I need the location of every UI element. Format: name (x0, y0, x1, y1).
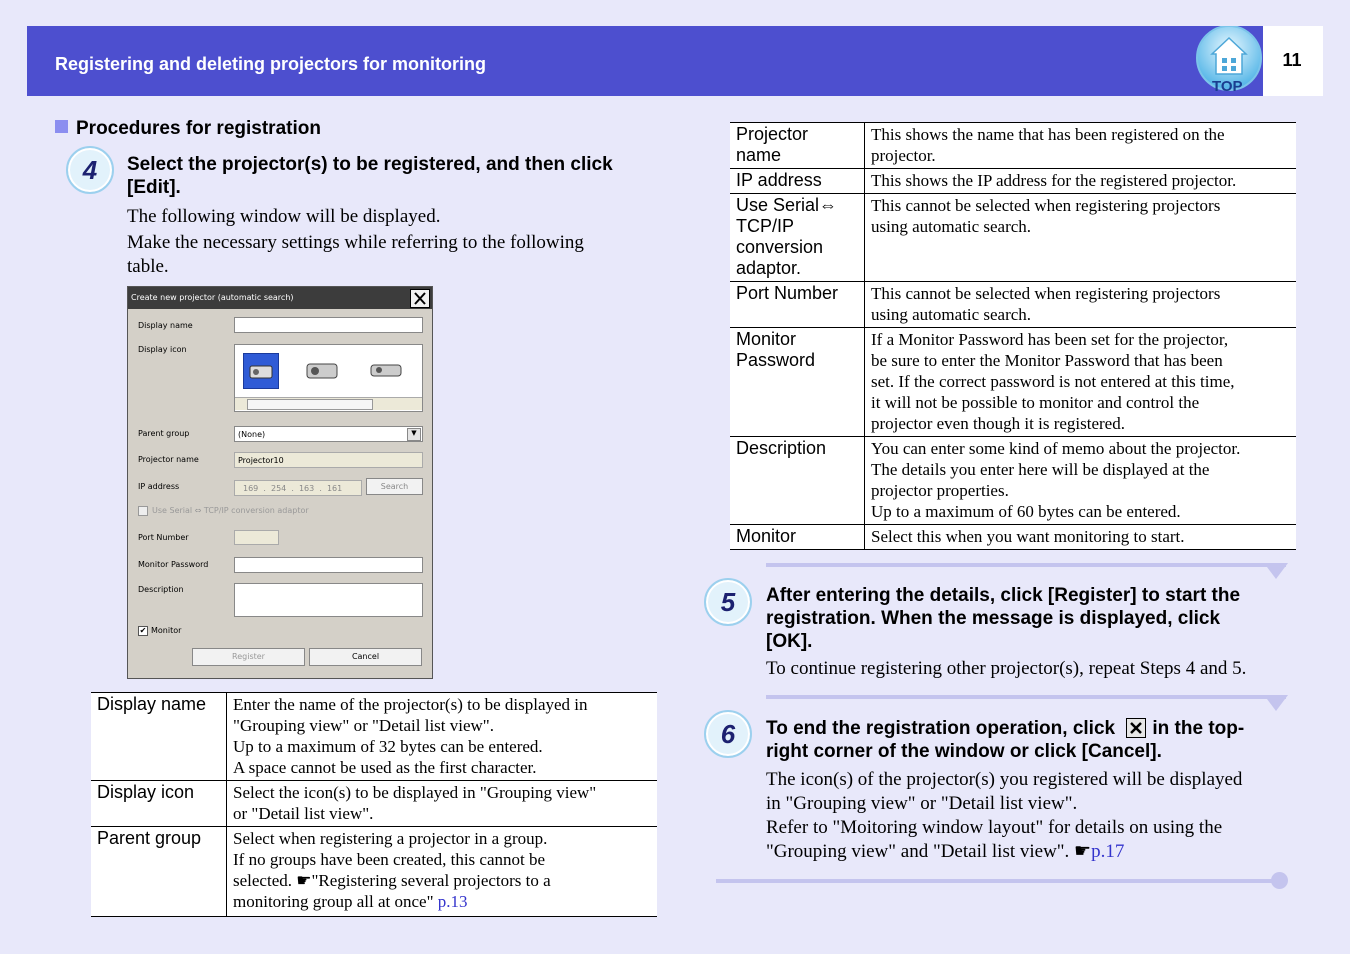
port-number-field (234, 530, 279, 545)
create-projector-dialog (127, 286, 433, 679)
table-value: If a Monitor Password has been set for the projector, be sure to enter the Monitor Password that has been set. If the correct password is not entered at this time, it will not be possible to monitor and control the projector even though it is registered. (865, 328, 1297, 437)
table-value: You can enter some kind of memo about the projector. The details you enter here will be displayed at the projector properties. Up to a maximum of 60 bytes can be entered. (865, 437, 1297, 525)
projector-icon[interactable] (369, 360, 405, 382)
step-5-heading-line: After entering the details, click [Register] to start the (766, 585, 1241, 606)
table-key: Display name (91, 693, 227, 781)
step-5-heading (766, 584, 1240, 653)
table-row (91, 693, 657, 781)
table-row (730, 328, 1296, 437)
step-4-body-line: table. (127, 256, 169, 277)
ip-address-value: 169 . 254 . 163 . 161 (243, 484, 343, 493)
step-4-heading-line: Select the projector(s) to be registered, and then click (127, 154, 613, 175)
table-key: Description (730, 437, 865, 525)
port-number-label: Port Number (138, 533, 189, 542)
step-6-body-line: "Grouping view" and "Detail list view". ☛ (766, 841, 1092, 862)
close-icon (411, 290, 429, 307)
table-row (730, 437, 1296, 525)
display-icon-list[interactable] (234, 344, 423, 412)
table-value: This cannot be selected when registering projectors using automatic search. (865, 194, 1297, 282)
description-textarea[interactable] (234, 583, 423, 617)
search-button[interactable]: Search (366, 478, 423, 495)
step-6-number: 6 (720, 719, 736, 749)
divider-end-dot (1271, 872, 1288, 889)
step-6-heading-text: To end the registration operation, click (766, 718, 1116, 739)
table-key: IP address (730, 169, 865, 194)
projector-name-value: Projector10 (238, 456, 284, 465)
settings-table-right (730, 122, 1296, 550)
page-link[interactable]: p.13 (437, 892, 468, 911)
table-row (730, 194, 1296, 282)
step-4-heading (127, 153, 613, 199)
step-5-body: To continue registering other projector(s), repeat Steps 4 and 5. (766, 658, 1247, 679)
step-6-heading-text: in the top- (1152, 718, 1245, 739)
bullet-square-icon (55, 120, 68, 133)
step-5-heading-line: [OK]. (766, 631, 813, 652)
top-button[interactable] (1196, 26, 1262, 96)
table-value: This cannot be selected when registering projectors using automatic search. (865, 282, 1297, 328)
dialog-title-bar (128, 287, 432, 309)
table-value: Enter the name of the projector(s) to be displayed in "Grouping view" or "Detail list view". Up to a maximum of 32 bytes can be entered. A space cannot be used as the first character. (227, 693, 658, 781)
section-divider (716, 879, 1280, 883)
table-key: Use Serial⇔ TCP/IP conversion adaptor. (730, 194, 865, 282)
settings-table-left (91, 692, 657, 917)
projector-name-label: Projector name (138, 455, 199, 464)
chevron-down-icon[interactable]: ▼ (407, 428, 421, 441)
top-label: TOP (1212, 78, 1243, 95)
step-4-body-line: The following window will be displayed. (127, 206, 441, 227)
ip-address-field (234, 480, 362, 496)
parent-group-value: (None) (238, 430, 266, 439)
step-4-number: 4 (82, 155, 98, 185)
serial-checkbox-label: Use Serial ⇔ TCP/IP conversion adaptor (152, 506, 309, 515)
monitor-checkbox-label: Monitor (151, 626, 182, 635)
serial-checkbox[interactable] (138, 506, 148, 516)
description-label: Description (138, 585, 184, 594)
projector-icon-selected[interactable] (243, 353, 279, 389)
projector-icon (244, 354, 278, 388)
step-6-body-line: The icon(s) of the projector(s) you registered will be displayed (766, 769, 1243, 790)
page-link[interactable]: p.17 (1091, 841, 1125, 862)
divider-arrow-icon (1264, 563, 1288, 579)
table-row (730, 525, 1296, 550)
monitor-checkbox[interactable]: ✔ (139, 626, 147, 635)
section-title (55, 118, 321, 140)
step-6-body (766, 768, 1242, 864)
step-4-body-line: Make the necessary settings while referring to the following (127, 232, 584, 253)
table-key: Display icon (91, 781, 227, 827)
ip-address-label: IP address (138, 482, 180, 491)
monitor-password-input[interactable] (234, 557, 423, 573)
table-key: Monitor (730, 525, 865, 550)
step-5-number: 5 (720, 587, 736, 617)
parent-group-label: Parent group (138, 429, 190, 438)
step-5-heading-line: registration. When the message is displayed, click (766, 608, 1221, 629)
projector-icon[interactable] (305, 358, 341, 384)
table-value: This shows the name that has been registered on the projector. (865, 123, 1297, 169)
icon-list-scrollbar[interactable] (235, 397, 422, 410)
step-6-heading-line: right corner of the window or click [Cancel]. (766, 741, 1162, 762)
table-row (91, 781, 657, 827)
table-key: Monitor Password (730, 328, 865, 437)
table-row (730, 169, 1296, 194)
step-4-heading-line: [Edit]. (127, 177, 181, 198)
register-button[interactable]: Register (192, 648, 305, 666)
header-title: Registering and deleting projectors for monitoring (55, 54, 487, 74)
table-value: Select when registering a projector in a group. If no groups have been created, this cannot be selected. ☛"Registering several projectors to a monitoring group all at once" p.13 (227, 827, 658, 917)
scrollbar-thumb[interactable] (247, 399, 373, 410)
page-number: 11 (1282, 50, 1302, 70)
table-row (730, 123, 1296, 169)
table-row (91, 827, 657, 917)
dialog-title: Create new projector (automatic search) (131, 293, 294, 302)
section-divider (766, 563, 1286, 567)
table-key: Port Number (730, 282, 865, 328)
cancel-button[interactable]: Cancel (309, 648, 422, 666)
dialog-close-button[interactable] (410, 289, 430, 308)
step-6-body-line: Refer to "Moitoring window layout" for details on using the (766, 817, 1223, 838)
monitor-password-label: Monitor Password (138, 560, 209, 569)
display-name-input[interactable] (234, 317, 423, 333)
close-icon (1126, 718, 1146, 738)
table-key: Projector name (730, 123, 865, 169)
step-6-heading (766, 717, 1296, 763)
divider-arrow-icon (1264, 695, 1288, 711)
section-divider (766, 695, 1286, 699)
display-icon-label: Display icon (138, 345, 187, 354)
display-name-label: Display name (138, 321, 193, 330)
projector-name-field (234, 452, 423, 468)
step-6-body-line: in "Grouping view" or "Detail list view". (766, 793, 1078, 814)
table-value: This shows the IP address for the registered projector. (865, 169, 1297, 194)
parent-group-select[interactable] (234, 426, 423, 442)
table-row (730, 282, 1296, 328)
section-title-text: Procedures for registration (76, 118, 321, 139)
step-4-body (127, 205, 584, 279)
table-value: Select this when you want monitoring to start. (865, 525, 1297, 550)
table-key: Parent group (91, 827, 227, 917)
table-value: Select the icon(s) to be displayed in "Grouping view" or "Detail list view". (227, 781, 658, 827)
